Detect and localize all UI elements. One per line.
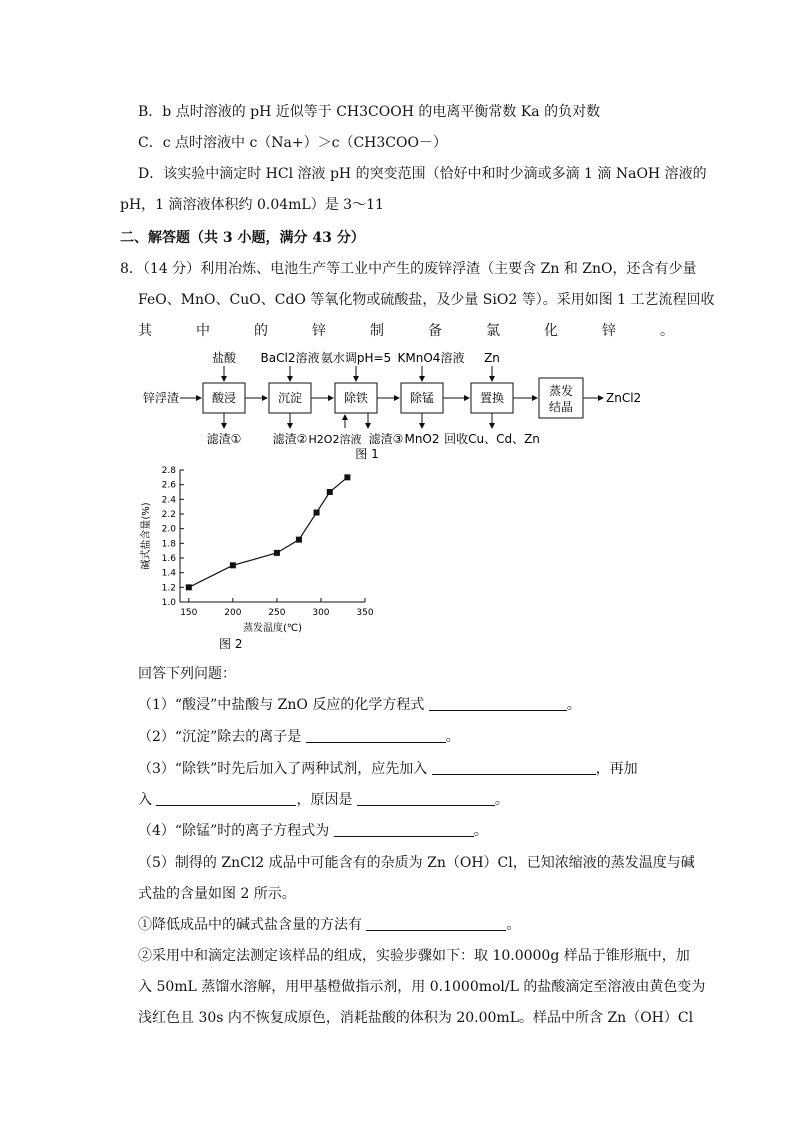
line-chart-figure-2 <box>135 460 395 652</box>
question-line3-char: 氯 <box>486 323 500 339</box>
data-point <box>230 562 236 568</box>
question-line3-char: 的 <box>254 323 268 339</box>
answer-5-line2 <box>138 884 296 904</box>
data-line <box>189 477 348 587</box>
x-tick-label: 200 <box>224 608 242 618</box>
question-line3-char: 化 <box>544 323 558 339</box>
answer-5-2-line2 <box>138 977 705 997</box>
reagent-bacl2: BaCl2溶液 <box>260 351 320 365</box>
question-number: 8． <box>120 261 143 277</box>
y-tick-label: 1.6 <box>161 554 176 564</box>
data-point <box>314 510 320 516</box>
answer-3-text-c: 入 <box>138 792 152 808</box>
answer-5-line1 <box>138 853 695 873</box>
chart-title: 图 2 <box>219 637 243 651</box>
option-b-text: B．b 点时溶液的 pH 近似等于 CH3COOH 的电离平衡常数 Ka 的负对数 <box>138 104 601 120</box>
chart-axes <box>180 470 365 602</box>
answers-intro-text: 回答下列问题： <box>138 666 236 682</box>
answer-3-line1 <box>138 759 638 779</box>
answer-5-2-line3 <box>138 1008 693 1028</box>
option-b <box>138 102 600 122</box>
flow-start: 锌浮渣 <box>143 391 180 405</box>
output-mno2: MnO2 <box>404 432 440 446</box>
y-tick-label: 1.8 <box>161 539 176 550</box>
question-line3-char: 。 <box>660 323 674 339</box>
question-line3-char: 中 <box>196 323 210 339</box>
answer-3-period: 。 <box>494 792 509 808</box>
answer-3-blank-2[interactable] <box>156 791 296 806</box>
flow-step-replace: 置换 <box>479 391 505 405</box>
x-tick-label: 150 <box>180 608 198 618</box>
y-tick-label: 1.4 <box>161 568 176 579</box>
answer-5-2-text-b: 入 50mL 蒸馏水溶解，用甲基橙做指示剂，用 0.1000mol/L 的盐酸滴定至溶液由黄色变为 <box>138 979 706 995</box>
reagent-hcl: 盐酸 <box>211 351 237 365</box>
answer-3-blank-1[interactable] <box>432 760 596 775</box>
reagent-ammonia: 氨水调pH=5 <box>320 351 392 365</box>
data-point <box>274 550 280 556</box>
flow-step-crystallize: 结晶 <box>548 400 574 414</box>
option-d-text-2: pH，1 滴溶液体积约 0.04mL）是 3～11 <box>120 197 384 213</box>
answer-5-2-text-c: 浅红色且 30s 内不恢复成原色，消耗盐酸的体积为 20.00mL。样品中所含 Zn（OH）Cl <box>138 1010 694 1026</box>
x-tick-label: 300 <box>312 608 330 618</box>
option-d-line1 <box>138 164 707 184</box>
answer-2 <box>138 727 460 747</box>
question-text-1: 利用冶炼、电池生产等工业中产生的废锌浮渣（主要含 Zn 和 ZnO，还含有少量 <box>200 261 697 277</box>
y-tick-label: 1.2 <box>161 583 176 594</box>
answer-2-blank[interactable] <box>306 728 446 743</box>
answers-intro <box>138 664 236 684</box>
y-tick-label: 1.0 <box>161 598 176 608</box>
answer-5-text-b: 式盐的含量如图 2 所示。 <box>138 886 296 902</box>
y-tick-label: 2.4 <box>161 495 176 506</box>
answer-3-blank-3[interactable] <box>357 791 495 806</box>
answer-4-blank[interactable] <box>334 822 474 837</box>
question-line3-char: 其 <box>138 323 152 339</box>
answer-5-text-a: （5）制得的 ZnCl2 成品中可能含有的杂质为 Zn（OH）Cl，已知浓缩液的蒸发温度与碱 <box>138 855 695 871</box>
answer-5-1 <box>138 915 520 935</box>
answer-4 <box>138 821 488 841</box>
answer-5-2-line1 <box>138 946 690 966</box>
flow-step-precipitate: 沉淀 <box>277 391 303 405</box>
reagent-h2o2: H2O2溶液 <box>308 433 362 446</box>
x-tick-label: 250 <box>268 608 286 618</box>
option-c <box>138 133 447 153</box>
flow-step-iron: 除铁 <box>343 391 369 405</box>
answer-3-text-b: ，再加 <box>595 761 638 777</box>
reagent-kmno4: KMnO4溶液 <box>397 351 465 365</box>
answer-3-text-d: ，原因是 <box>296 792 353 808</box>
answer-2-text: （2）“沉淀”除去的离子是 <box>138 729 302 745</box>
question-8-line1 <box>120 259 697 279</box>
answer-2-period: 。 <box>445 729 460 745</box>
chart-series <box>186 474 351 590</box>
chart-xlabel: 蒸发温度(℃) <box>242 623 303 634</box>
y-tick-label: 2.6 <box>161 480 176 491</box>
figure-1-caption: 图 1 <box>355 447 379 460</box>
output-residue-3: 滤渣③ <box>368 432 404 446</box>
question-8-line3 <box>138 321 674 341</box>
section-heading-text: 二、解答题（共 3 小题，满分 43 分） <box>120 230 365 246</box>
answer-4-text: （4）“除锰”时的离子方程式为 <box>138 823 330 839</box>
data-point <box>344 474 350 480</box>
chart-ylabel: 碱式盐含量(%) <box>141 502 152 570</box>
answer-1-blank[interactable] <box>429 696 567 711</box>
data-point <box>296 537 302 543</box>
question-8-line2 <box>138 290 715 310</box>
question-score: （14 分） <box>142 261 201 277</box>
answer-5-1-blank[interactable] <box>366 916 506 931</box>
question-text-2: FeO、MnO、CuO、CdO 等氧化物或硫酸盐，及少量 SiO2 等）。采用如图 1 工艺流程回收 <box>138 292 715 308</box>
answer-3-text-a: （3）“除铁”时先后加入了两种试剂，应先加入 <box>138 761 428 777</box>
flow-step-acid: 酸浸 <box>211 391 237 405</box>
x-tick-label: 350 <box>356 608 374 618</box>
y-tick-label: 2.2 <box>161 510 176 520</box>
flow-step-manganese: 除锰 <box>409 391 435 405</box>
answer-1 <box>138 695 581 715</box>
answer-1-text: （1）“酸浸”中盐酸与 ZnO 反应的化学方程式 <box>138 697 425 713</box>
flow-step-evaporate: 蒸发 <box>548 384 574 398</box>
y-tick-label: 2.0 <box>161 524 176 535</box>
option-d-line2 <box>120 195 384 215</box>
question-line3-char: 备 <box>428 323 442 339</box>
output-residue-2: 滤渣② <box>272 432 308 446</box>
question-line3-char: 锌 <box>312 323 326 339</box>
answer-5-2-text-a: ②采用中和滴定法测定该样品的组成，实验步骤如下：取 10.0000g 样品于锥形瓶中，加 <box>138 948 690 964</box>
answer-3-line2 <box>138 790 509 810</box>
flow-end: ZnCl2 <box>606 391 642 405</box>
data-point <box>327 489 333 495</box>
answer-5-1-text: ①降低成品中的碱式盐含量的方法有 <box>138 917 362 933</box>
output-recover: 回收Cu、Cd、Zn <box>444 432 540 446</box>
flowchart-figure-1 <box>135 348 675 460</box>
answer-4-period: 。 <box>473 823 488 839</box>
reagent-zn: Zn <box>484 351 500 365</box>
option-d-text-1: D．该实验中滴定时 HCl 溶液 pH 的突变范围（恰好中和时少滴或多滴 1 滴 NaOH 溶液的 <box>138 166 707 182</box>
question-line3-char: 制 <box>370 323 384 339</box>
y-tick-label: 2.8 <box>161 466 176 476</box>
answer-1-period: 。 <box>566 697 581 713</box>
section-heading <box>120 228 365 248</box>
question-line3-char: 锌 <box>602 323 616 339</box>
output-residue-1: 滤渣① <box>206 432 242 446</box>
answer-5-1-period: 。 <box>506 917 521 933</box>
chart-ticks <box>162 466 374 618</box>
option-c-text: C．c 点时溶液中 c（Na+）＞c（CH3COO－） <box>138 135 447 151</box>
data-point <box>186 584 192 590</box>
